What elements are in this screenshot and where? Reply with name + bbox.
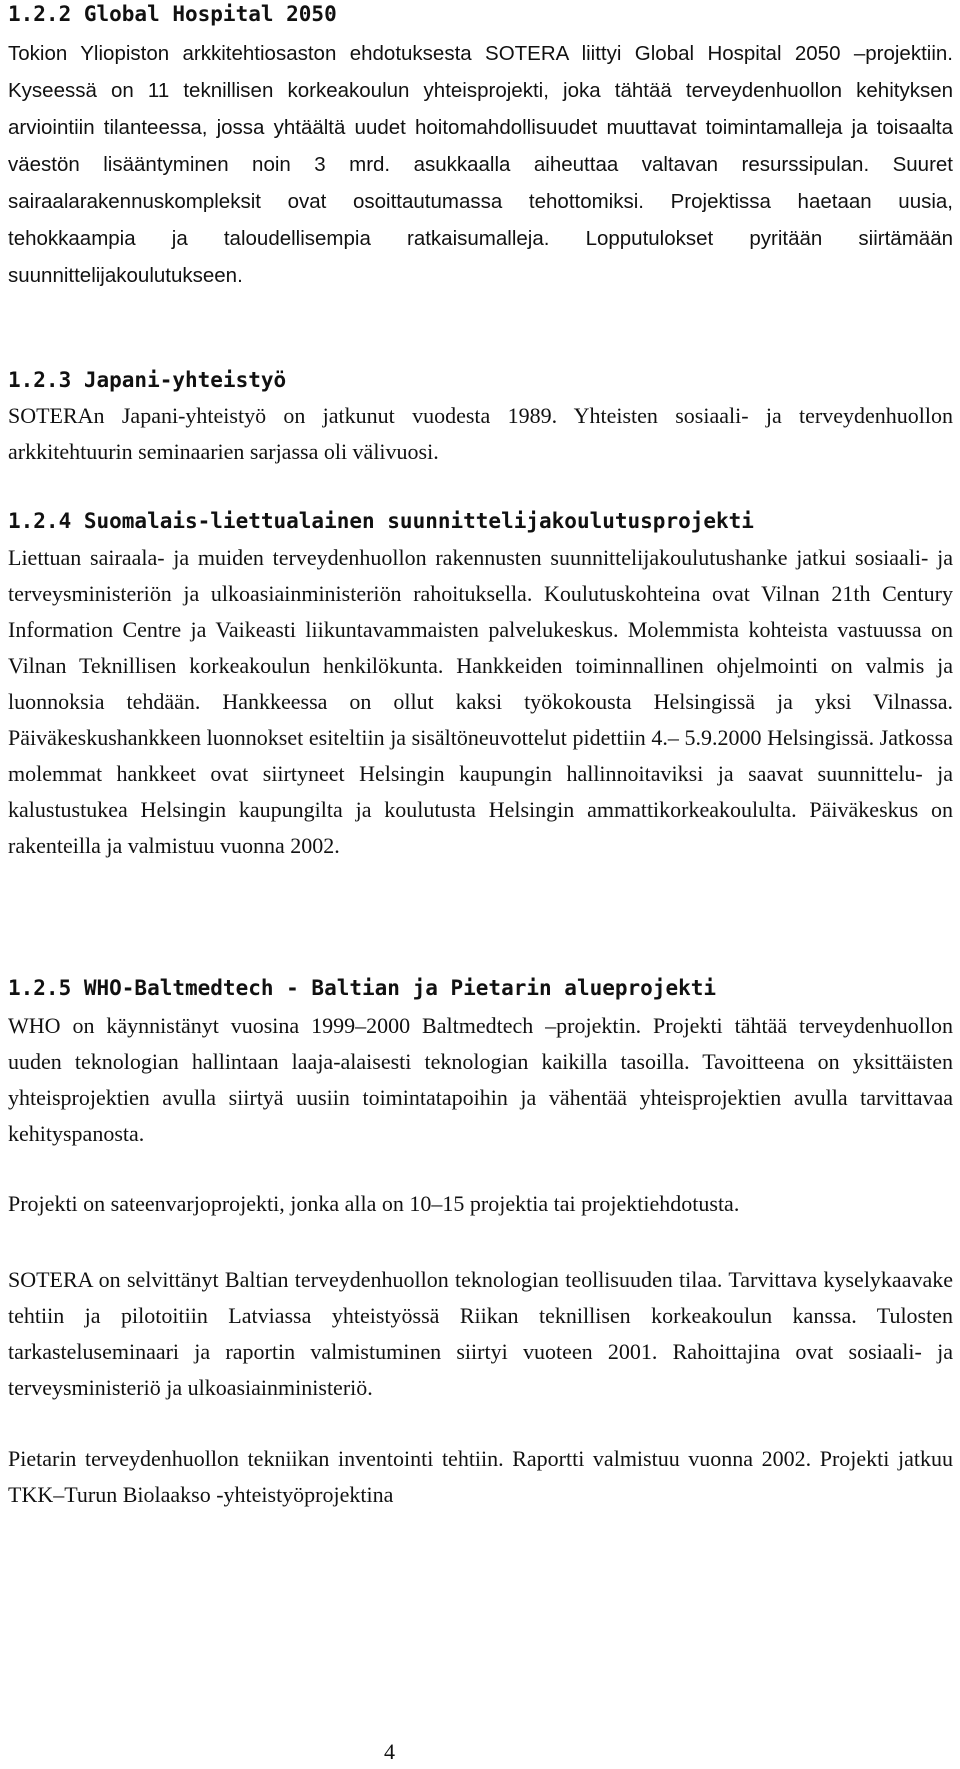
section-heading-who-baltmedtech: 1.2.5 WHO-Baltmedtech - Baltian ja Pietarin alueprojekti	[8, 976, 717, 1000]
paragraph-suomalais-liettualainen: Liettuan sairaala- ja muiden terveydenhuollon rakennusten suunnittelijakoulutushanke jatkui sosiaali- ja terveysministeriön ja ulkoasiainministeriön rahoituksella. Koulutuskohteina ovat Vilnan 21th Century Information Centre ja Vaikeasti liikuntavammaisten palvelukeskus. Molemmista kohteista vastuussa on Vilnan Teknillisen korkeakoulun henkilökunta. Hankkeiden toiminnallinen ohjelmointi on valmis ja luonnoksia tehdään. Hankkeessa on ollut kaksi työkokousta Helsingissä ja yksi Vilnassa. Päiväkeskushankkeen luonnokset esiteltiin ja sisältöneuvottelut pidettiin 4.– 5.9.2000 Helsingissä. Jatkossa molemmat hankkeet ovat siirtyneet Helsingin kaupungin hallinnoitaviksi ja saavat suunnittelu- ja kalustustukea Helsingin kaupungilta ja koulutusta Helsingin ammattikorkeakoululta. Päiväkeskus on rakenteilla ja valmistuu vuonna 2002.	[8, 545, 953, 858]
section-heading-japani: 1.2.3 Japani-yhteistyö	[8, 368, 287, 392]
paragraph-who-baltmedtech-4: Pietarin terveydenhuollon tekniikan inventointi tehtiin. Raportti valmistuu vuonna 2002. Projekti jatkuu TKK–Turun Biolaakso -yhteistyöprojektina	[8, 1446, 953, 1507]
paragraph-global-hospital	[8, 35, 953, 294]
paragraph-japani: SOTERAn Japani-yhteistyö on jatkunut vuodesta 1989. Yhteisten sosiaali- ja terveydenhuollon arkkitehtuurin seminaarien sarjassa oli välivuosi.	[8, 403, 953, 464]
paragraph-who-baltmedtech-3: SOTERA on selvittänyt Baltian terveydenhuollon teknologian teollisuuden tilaa. Tarvittava kyselykaavake tehtiin ja pilotoitiin Latviassa yhteistyössä Riikan teknillisen korkeakoulun kanssa. Tulosten tarkasteluseminaari ja raportin valmistuminen siirtyi vuoteen 2001. Rahoittajina ovat sosiaali- ja terveysministeriö ja ulkoasiainministeriö.	[8, 1267, 953, 1400]
section-heading-suomalais-liettualainen: 1.2.4 Suomalais-liettualainen suunnittelijakoulutusprojekti	[8, 509, 754, 533]
section-heading-global-hospital: 1.2.2 Global Hospital 2050	[8, 2, 337, 26]
paragraph-who-baltmedtech-2: Projekti on sateenvarjoprojekti, jonka alla on 10–15 projektia tai projektiehdotusta.	[8, 1191, 740, 1216]
paragraph-who-baltmedtech-1: WHO on käynnistänyt vuosina 1999–2000 Baltmedtech –projektin. Projekti tähtää terveydenhuollon uuden teknologian hallintaan laaja-alaisesti teknologian kaikilla tasoilla. Tavoitteena on yksittäisten yhteisprojektien avulla siirtyä uusiin toimintatapoihin ja vähentää yhteisprojektien avulla tarvittavaa kehityspanosta.	[8, 1013, 953, 1146]
paragraph-text: Tokion Yliopiston arkkitehtiosaston ehdotuksesta SOTERA liittyi Global Hospital 2050 –projektiin. Kyseessä on 11 teknillisen korkeakoulun yhteisprojekti, joka tähtää terveydenhuollon kehityksen arviointiin tilanteessa, jossa yhtäältä uudet hoitomahdollisuudet muuttavat toimintamalleja ja toisaalta väestön lisääntyminen noin 3 mrd. asukkaalla aiheuttaa valtavan resurssipulan. Suuret sairaalarakennuskompleksit ovat osoittautumassa tehottomiksi. Projektissa haetaan uusia, tehokkaampia ja taloudellisempia ratkaisumalleja. Lopputulokset pyritään siirtämään suunnittelijakoulutukseen.	[8, 42, 953, 287]
page-number: 4	[384, 1739, 395, 1764]
